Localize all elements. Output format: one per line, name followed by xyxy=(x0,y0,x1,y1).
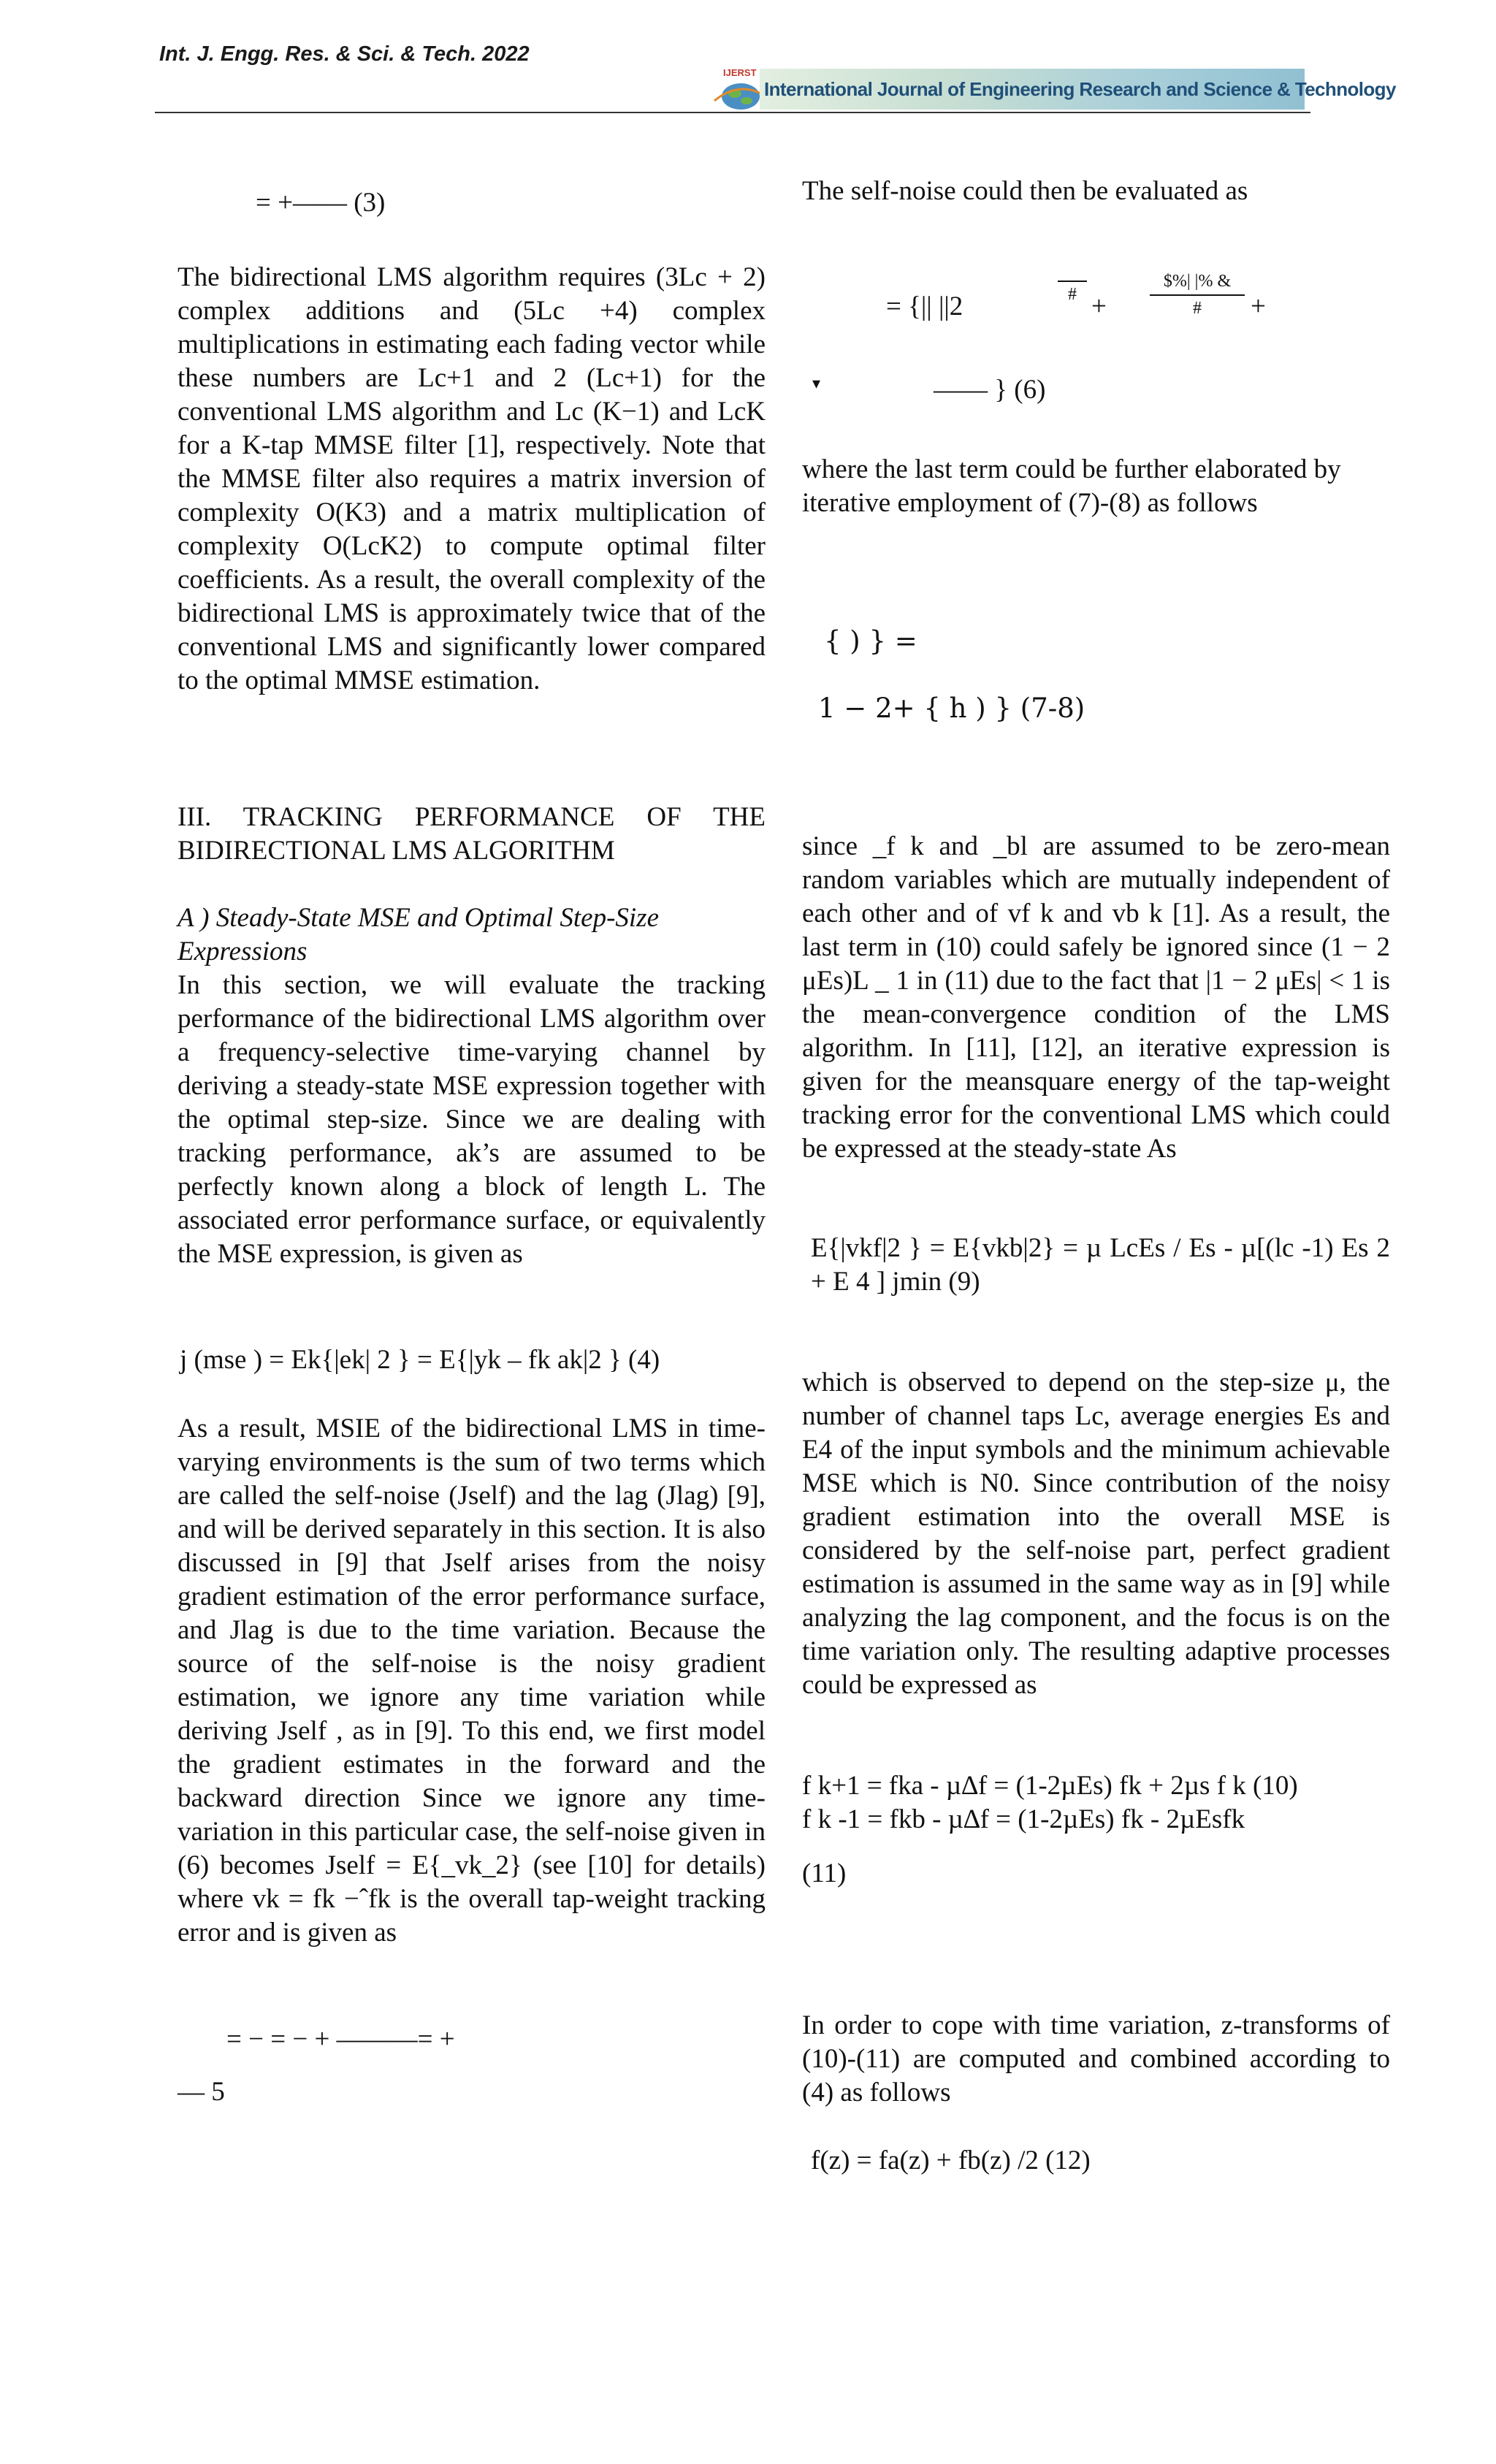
paragraph-order-text: In order to cope with time variation, z-transforms of (10)-(11) are computed and combined according to (4) as follows xyxy=(802,2010,1390,2108)
paragraph-where-text: where the last term could be further elaborated by iterative employment of (7)-(8) as follows xyxy=(802,454,1341,518)
right-paragraph-order xyxy=(802,2009,1390,2110)
equation-6-line-1: = {|| ||2 xyxy=(886,291,963,321)
journal-citation: Int. J. Engg. Res. & Sci. & Tech. 2022 xyxy=(159,42,530,66)
equation-7-8-line-2: 1 − 2+ { h ) } (7-8) xyxy=(818,693,1085,724)
equation-11-line-2: (11) xyxy=(802,1858,847,1888)
equation-6-frac2-denominator: # xyxy=(1193,299,1202,318)
equation-9: E{|vkf|2 } = E{vkb|2} = µ LcEs / Es - µ[(lc -1) Es 2 + E 4 ] jmin (9) xyxy=(811,1233,1390,1297)
paragraph-selfnoise-text: As a result, MSIE of the bidirectional LMS in time-varying environments is the sum of two terms which are called the self-noise (Jself) and the lag (Jlag) [9], and will be derived separately in this section. It is also discussed in [9] that Jself arises from the noisy gradient estimation of the error performance surface, and Jlag is due to the time variation. Because the source of the self-noise is the noisy gradient estimation, we ignore any time variation while deriving Jself , as in [9]. To this end, we first model the gradient estimates in the forward and the backward direction Since we ignore any time-variation in this particular case, the self-noise given in (6) becomes Jself = E{_vk_2} (see [10] for details) where vk = fk −ˆfk is the overall tap-weight tracking error and is given as xyxy=(178,1414,766,1948)
equation-6-frac2-bar xyxy=(1150,294,1245,296)
subsection-heading: A ) Steady-State MSE and Optimal Step-Size Expressions xyxy=(178,903,660,966)
equations-10-11-block xyxy=(802,1769,1390,1891)
equation-6-plus-1: + xyxy=(1091,291,1107,321)
equation-7-8-line-1: { ) } = xyxy=(824,625,917,657)
equation-12: f(z) = fa(z) + fb(z) /2 (12) xyxy=(811,2145,1091,2175)
equation-6-marker: ▾ xyxy=(812,374,821,392)
right-paragraph-since xyxy=(802,830,1390,1166)
left-paragraph-selfnoise xyxy=(178,1412,766,1950)
equation-6-line-2: —— } (6) xyxy=(934,375,1046,405)
equation-6-frac1-denominator: # xyxy=(1068,285,1077,304)
selfnoise-intro: The self-noise could then be evaluated as xyxy=(802,176,1248,206)
right-paragraph-where xyxy=(802,453,1390,520)
equation-5-line-1: = − = − + ———= + xyxy=(226,2024,455,2054)
banner-title: International Journal of Engineering Research and Science & Technology xyxy=(764,77,1396,100)
equation-3: = +—— (3) xyxy=(256,188,386,218)
equation-6-plus-2: + xyxy=(1251,291,1266,321)
equation-10: f k+1 = fka - µ∆f = (1-2µEs) fk + 2µs f k (10) xyxy=(802,1771,1298,1801)
paragraph-since-text: since _f k and _bl are assumed to be zero-mean random variables which are mutually independent of each other and of vf k and vb k [1]. As a result, the last term in (10) could safely be ignored since (1 − 2 μEs)L _ 1 in (11) due to the fact that |1 − 2 μEs| < 1 is the mean-convergence condition of the LMS algorithm. In [11], [12], an iterative expression is given for the meansquare energy of the tap-weight tracking error for the conventional LMS which could be expressed at the steady-state As xyxy=(802,831,1390,1164)
subsection-heading-block xyxy=(178,901,766,969)
section-heading: III. TRACKING PERFORMANCE OF THE BIDIRECTIONAL LMS ALGORITHM xyxy=(178,802,766,866)
equation-9-block xyxy=(811,1232,1390,1299)
journal-banner xyxy=(760,69,1396,110)
left-paragraph-complexity xyxy=(178,261,766,698)
left-paragraph-tracking xyxy=(178,969,766,1271)
equation-11-line-1: f k -1 = fkb - µ∆f = (1-2µEs) fk - 2µEsfk xyxy=(802,1804,1245,1834)
equation-5-line-2: — 5 xyxy=(178,2077,225,2107)
logo-lettering: IJERST xyxy=(723,67,757,78)
section-heading-block xyxy=(178,801,766,868)
right-paragraph-which xyxy=(802,1366,1390,1702)
equation-4: j (mse ) = Ek{|ek| 2 } = E{|yk – fk ak|2 } (4) xyxy=(180,1345,660,1375)
equation-6-fraction-2 xyxy=(1150,272,1245,319)
equation-6-fraction-1 xyxy=(1058,278,1087,305)
equation-6-frac1-bar xyxy=(1058,281,1087,282)
paragraph-which-text: which is observed to depend on the step-size μ, the number of channel taps Lc, average energies Es and E4 of the input symbols and the minimum achievable MSE which is N0. Since contribution of the noisy gradient estimation into the overall MSE is considered by the self-noise part, perfect gradient estimation is assumed in the same way as in [9] while analyzing the lag component, and the focus is on the time variation only. The resulting adaptive processes could be expressed as xyxy=(802,1368,1390,1700)
equation-6-frac2-numerator: $%| |% & xyxy=(1163,272,1232,291)
paragraph-tracking-text: In this section, we will evaluate the tracking performance of the bidirectional LMS algorithm over a frequency-selective time-varying channel by deriving a steady-state MSE expression together with the optimal step-size. Since we are dealing with tracking performance, ak’s are assumed to be perfectly known along a block of length L. The associated error performance surface, or equivalently the MSE expression, is given as xyxy=(178,970,766,1269)
header-divider xyxy=(155,112,1310,113)
paragraph-complexity-text: The bidirectional LMS algorithm requires (3Lc + 2) complex additions and (5Lc +4) complex multiplications in estimating each fading vector while these numbers are Lc+1 and 2 (Lc+1) for the conventional LMS algorithm and Lc (K−1) and LcK for a K-tap MMSE filter [1], respectively. Note that the MMSE filter also requires a matrix inversion of complexity O(K3) and a matrix multiplication of complexity O(LcK2) to compute optimal filter coefficients. As a result, the overall complexity of the bidirectional LMS is approximately twice that of the conventional LMS and significantly lower compared to the optimal MMSE estimation. xyxy=(178,262,766,695)
